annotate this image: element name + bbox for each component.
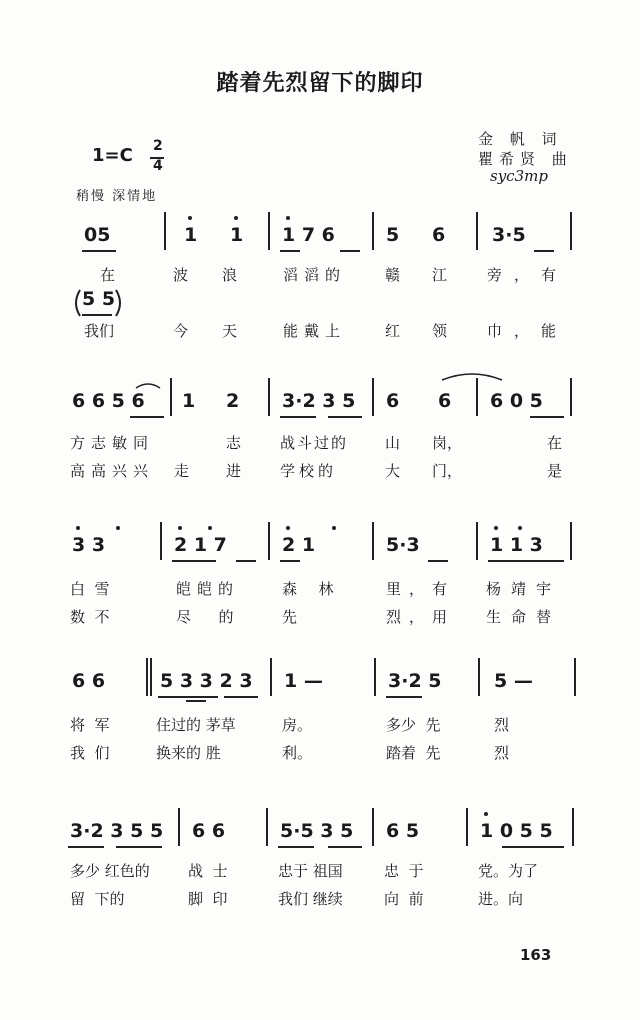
score-system-2 [60, 376, 580, 426]
score-system-4 [60, 656, 580, 706]
beam [280, 416, 316, 418]
lyric: 山 [385, 434, 401, 452]
time-sig-bottom: 4 [153, 158, 163, 174]
lyric: 将 军 [70, 716, 110, 734]
lyric: 里，有 [386, 580, 456, 598]
page-number: 163 [520, 946, 552, 964]
octave-dot [76, 526, 80, 530]
note-group: 1 1 3 [490, 534, 543, 556]
beam [530, 416, 564, 418]
lyric: 我 们 [70, 744, 110, 762]
lyric: 多少 红色的 [70, 862, 150, 880]
lyric: 多少 先 [386, 716, 441, 734]
barline [476, 212, 478, 250]
lyric: 进。向 [478, 890, 524, 908]
lyric: 烈 [494, 744, 510, 762]
paren-left [72, 288, 82, 318]
barline [150, 658, 152, 696]
barline [164, 212, 166, 250]
beam [186, 700, 206, 702]
beam [328, 416, 362, 418]
note-group: 6 [438, 390, 452, 412]
lyric: 赣 [385, 266, 401, 284]
barline [372, 378, 374, 416]
note-group: 3·2 5 [388, 670, 442, 692]
barline [466, 808, 468, 846]
beam [428, 560, 448, 562]
lyric: 党。为了 [478, 862, 539, 880]
barline [570, 212, 572, 250]
lyric: 尽 的 [176, 608, 240, 626]
note-group: 5 5 [82, 288, 116, 310]
octave-dot [286, 216, 290, 220]
octave-dot [286, 526, 290, 530]
barline [170, 378, 172, 416]
beam [488, 560, 564, 562]
lyric: 烈，用 [386, 608, 456, 626]
lyric: 岗， [432, 434, 463, 452]
beam [328, 846, 362, 848]
barline [160, 522, 162, 560]
octave-dot [234, 216, 238, 220]
lyric: 换来的 胜 [156, 744, 221, 762]
barline [372, 212, 374, 250]
lyric: 是 [547, 462, 563, 480]
composer-signature: syc3mp [490, 167, 548, 185]
barline [178, 808, 180, 846]
lyricist-credit: 金 帆 词 [478, 130, 563, 148]
barline [574, 658, 576, 696]
beam [172, 560, 216, 562]
barline [374, 658, 376, 696]
lyric: 在 [547, 434, 563, 452]
note-group: 1 — [284, 670, 323, 692]
barline [476, 378, 478, 416]
lyric: 天 [222, 322, 238, 340]
beam [158, 696, 218, 698]
lyric: 向 前 [384, 890, 424, 908]
lyric: 大 [385, 462, 401, 480]
note-group: 6 6 [72, 670, 106, 692]
octave-dot [484, 812, 488, 816]
barline [476, 522, 478, 560]
barline [570, 378, 572, 416]
beam [280, 250, 300, 252]
beam [236, 560, 256, 562]
lyric: 战斗过的 [280, 434, 349, 452]
time-sig-top: 2 [153, 138, 163, 154]
note-group: 3·2 3 5 5 [70, 820, 164, 842]
lyric: 先 [282, 608, 298, 626]
lyric: 数 不 [70, 608, 110, 626]
beam [280, 560, 300, 562]
note-group: 5 [386, 224, 400, 246]
octave-dot [208, 526, 212, 530]
tie [440, 370, 504, 382]
note-group: 6 6 5 6 [72, 390, 145, 412]
barline [570, 522, 572, 560]
lyric: 住过的 茅草 [156, 716, 236, 734]
lyric: 方志敏同 [70, 434, 155, 452]
lyric: 浪 [222, 266, 238, 284]
song-title: 踏着先烈留下的脚印 [216, 71, 424, 96]
barline [572, 808, 574, 846]
lyric: 忠于 祖国 [278, 862, 343, 880]
barline [268, 212, 270, 250]
note-group: 2 1 [282, 534, 316, 556]
note-group: 6 5 [386, 820, 420, 842]
paren-right [114, 288, 124, 318]
beam [224, 696, 258, 698]
barline [146, 658, 148, 696]
lyric: 踏着 先 [386, 744, 441, 762]
note-group: 6 [386, 390, 400, 412]
score-system-3 [60, 520, 580, 570]
beam [534, 250, 554, 252]
barline [268, 378, 270, 416]
octave-dot [188, 216, 192, 220]
octave-dot [332, 526, 336, 530]
barline [372, 522, 374, 560]
note-group: 05 [84, 224, 111, 246]
lyric: 红 [385, 322, 401, 340]
lyric: 旁，有 [487, 266, 569, 284]
lyric: 生命替 [486, 608, 562, 626]
barline [266, 808, 268, 846]
note-group: 5 3 3 2 3 [160, 670, 253, 692]
note-group: 2 1 7 [174, 534, 227, 556]
note-group: 6 6 [192, 820, 226, 842]
note-group: 3·2 3 5 [282, 390, 356, 412]
beam [116, 846, 162, 848]
note-group: 3 3 [72, 534, 106, 556]
beam [278, 846, 314, 848]
lyric: 今 [173, 322, 189, 340]
note-group: 5 — [494, 670, 533, 692]
note-group: 1 0 5 5 [480, 820, 553, 842]
beam [130, 416, 164, 418]
octave-dot [494, 526, 498, 530]
note-group: 2 [226, 390, 240, 412]
octave-dot [178, 526, 182, 530]
score-system-5 [60, 806, 580, 856]
beam [68, 846, 104, 848]
lyric: 江 [432, 266, 448, 284]
barline [478, 658, 480, 696]
note-group: 6 0 5 [490, 390, 543, 412]
lyric: 杨靖宇 [486, 580, 562, 598]
beam [502, 846, 564, 848]
beam [386, 696, 422, 698]
lyric: 走 [174, 462, 190, 480]
lyric: 森 林 [282, 580, 338, 598]
note-group: 5·5 3 5 [280, 820, 354, 842]
lyric: 留 下的 [70, 890, 125, 908]
octave-dot [518, 526, 522, 530]
octave-dot [116, 526, 120, 530]
lyric: 利。 [282, 744, 313, 762]
lyric: 忠 于 [384, 862, 424, 880]
slur [134, 380, 162, 390]
lyric: 我们 继续 [278, 890, 343, 908]
barline [270, 658, 272, 696]
lyric: 波 [173, 266, 189, 284]
score-system-1 [60, 210, 580, 260]
beam [82, 250, 116, 252]
lyric: 志 [226, 434, 242, 452]
lyric: 能戴上 [283, 322, 347, 340]
barline [268, 522, 270, 560]
lyric: 白 雪 [70, 580, 110, 598]
beam [82, 314, 112, 316]
lyric: 门， [432, 462, 463, 480]
beam [340, 250, 360, 252]
lyric: 我们 [84, 322, 115, 340]
lyric: 进 [226, 462, 242, 480]
lyric: 烈 [494, 716, 510, 734]
lyric: 高高兴兴 [70, 462, 155, 480]
lyric: 战 士 [188, 862, 228, 880]
key-signature: 1=C [92, 145, 133, 166]
note-group: 1 [230, 224, 244, 246]
note-group: 1 [184, 224, 198, 246]
note-group: 1 [182, 390, 196, 412]
note-group: 5·3 [386, 534, 420, 556]
lyric: 学校的 [280, 462, 338, 480]
lyric: 在 [100, 266, 116, 284]
lyric: 皑皑的 [176, 580, 240, 598]
note-group: 1 7 6 [282, 224, 335, 246]
lyric: 滔滔的 [283, 266, 347, 284]
note-group: 3·5 [492, 224, 526, 246]
barline [372, 808, 374, 846]
composer-credit: 瞿希贤 曲 [478, 150, 573, 168]
lyric: 脚 印 [188, 890, 228, 908]
lyric: 领 [432, 322, 448, 340]
lyric: 房。 [282, 716, 313, 734]
lyric: 巾，能 [487, 322, 569, 340]
note-group: 6 [432, 224, 446, 246]
tempo-marking: 稍慢 深情地 [76, 189, 158, 204]
